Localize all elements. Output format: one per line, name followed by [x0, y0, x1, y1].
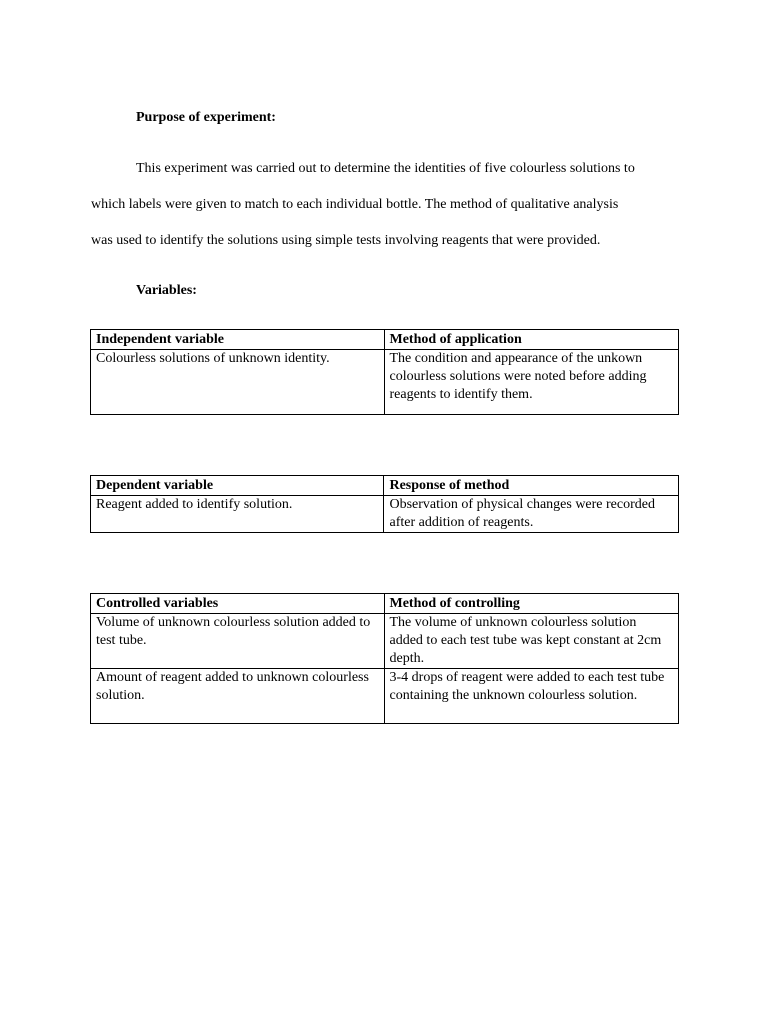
- table-cell: The volume of unknown colourless solution added to each test tube was kept constant at 2cm depth.: [384, 614, 679, 669]
- table-row: [91, 350, 679, 415]
- table-row: [91, 669, 679, 724]
- table-header-cell: Response of method: [384, 476, 679, 496]
- table-header-cell: Method of application: [384, 330, 679, 350]
- table-header-cell: Method of controlling: [384, 594, 679, 614]
- table-row: [91, 614, 679, 669]
- paragraph-line: was used to identify the solutions using simple tests involving reagents that were provided.: [91, 233, 601, 248]
- table-cell: The condition and appearance of the unkown colourless solutions were noted before adding reagents to identify them.: [384, 350, 679, 415]
- table-cell: Observation of physical changes were recorded after addition of reagents.: [384, 496, 679, 533]
- table-header-cell: Dependent variable: [91, 476, 384, 496]
- table-header-cell: Independent variable: [91, 330, 385, 350]
- dependent-variable-table: [90, 475, 679, 533]
- purpose-paragraph: [91, 160, 691, 260]
- purpose-heading: Purpose of experiment:: [136, 110, 276, 125]
- table-cell: Volume of unknown colourless solution added to test tube.: [91, 614, 385, 669]
- table-header-row: [91, 594, 679, 614]
- table-cell: Colourless solutions of unknown identity.: [91, 350, 385, 415]
- table-header-cell: Controlled variables: [91, 594, 385, 614]
- independent-variable-table: [90, 329, 679, 415]
- table-cell: Reagent added to identify solution.: [91, 496, 384, 533]
- table-header-row: [91, 330, 679, 350]
- table-cell: 3-4 drops of reagent were added to each test tube containing the unknown colourless solution.: [384, 669, 679, 724]
- controlled-variables-table: [90, 593, 679, 724]
- table-header-row: [91, 476, 679, 496]
- variables-heading: Variables:: [136, 283, 197, 298]
- table-cell: Amount of reagent added to unknown colourless solution.: [91, 669, 385, 724]
- paragraph-line: which labels were given to match to each individual bottle. The method of qualitative analysis: [91, 197, 619, 212]
- paragraph-line: This experiment was carried out to determine the identities of five colourless solutions to: [136, 161, 635, 176]
- table-row: [91, 496, 679, 533]
